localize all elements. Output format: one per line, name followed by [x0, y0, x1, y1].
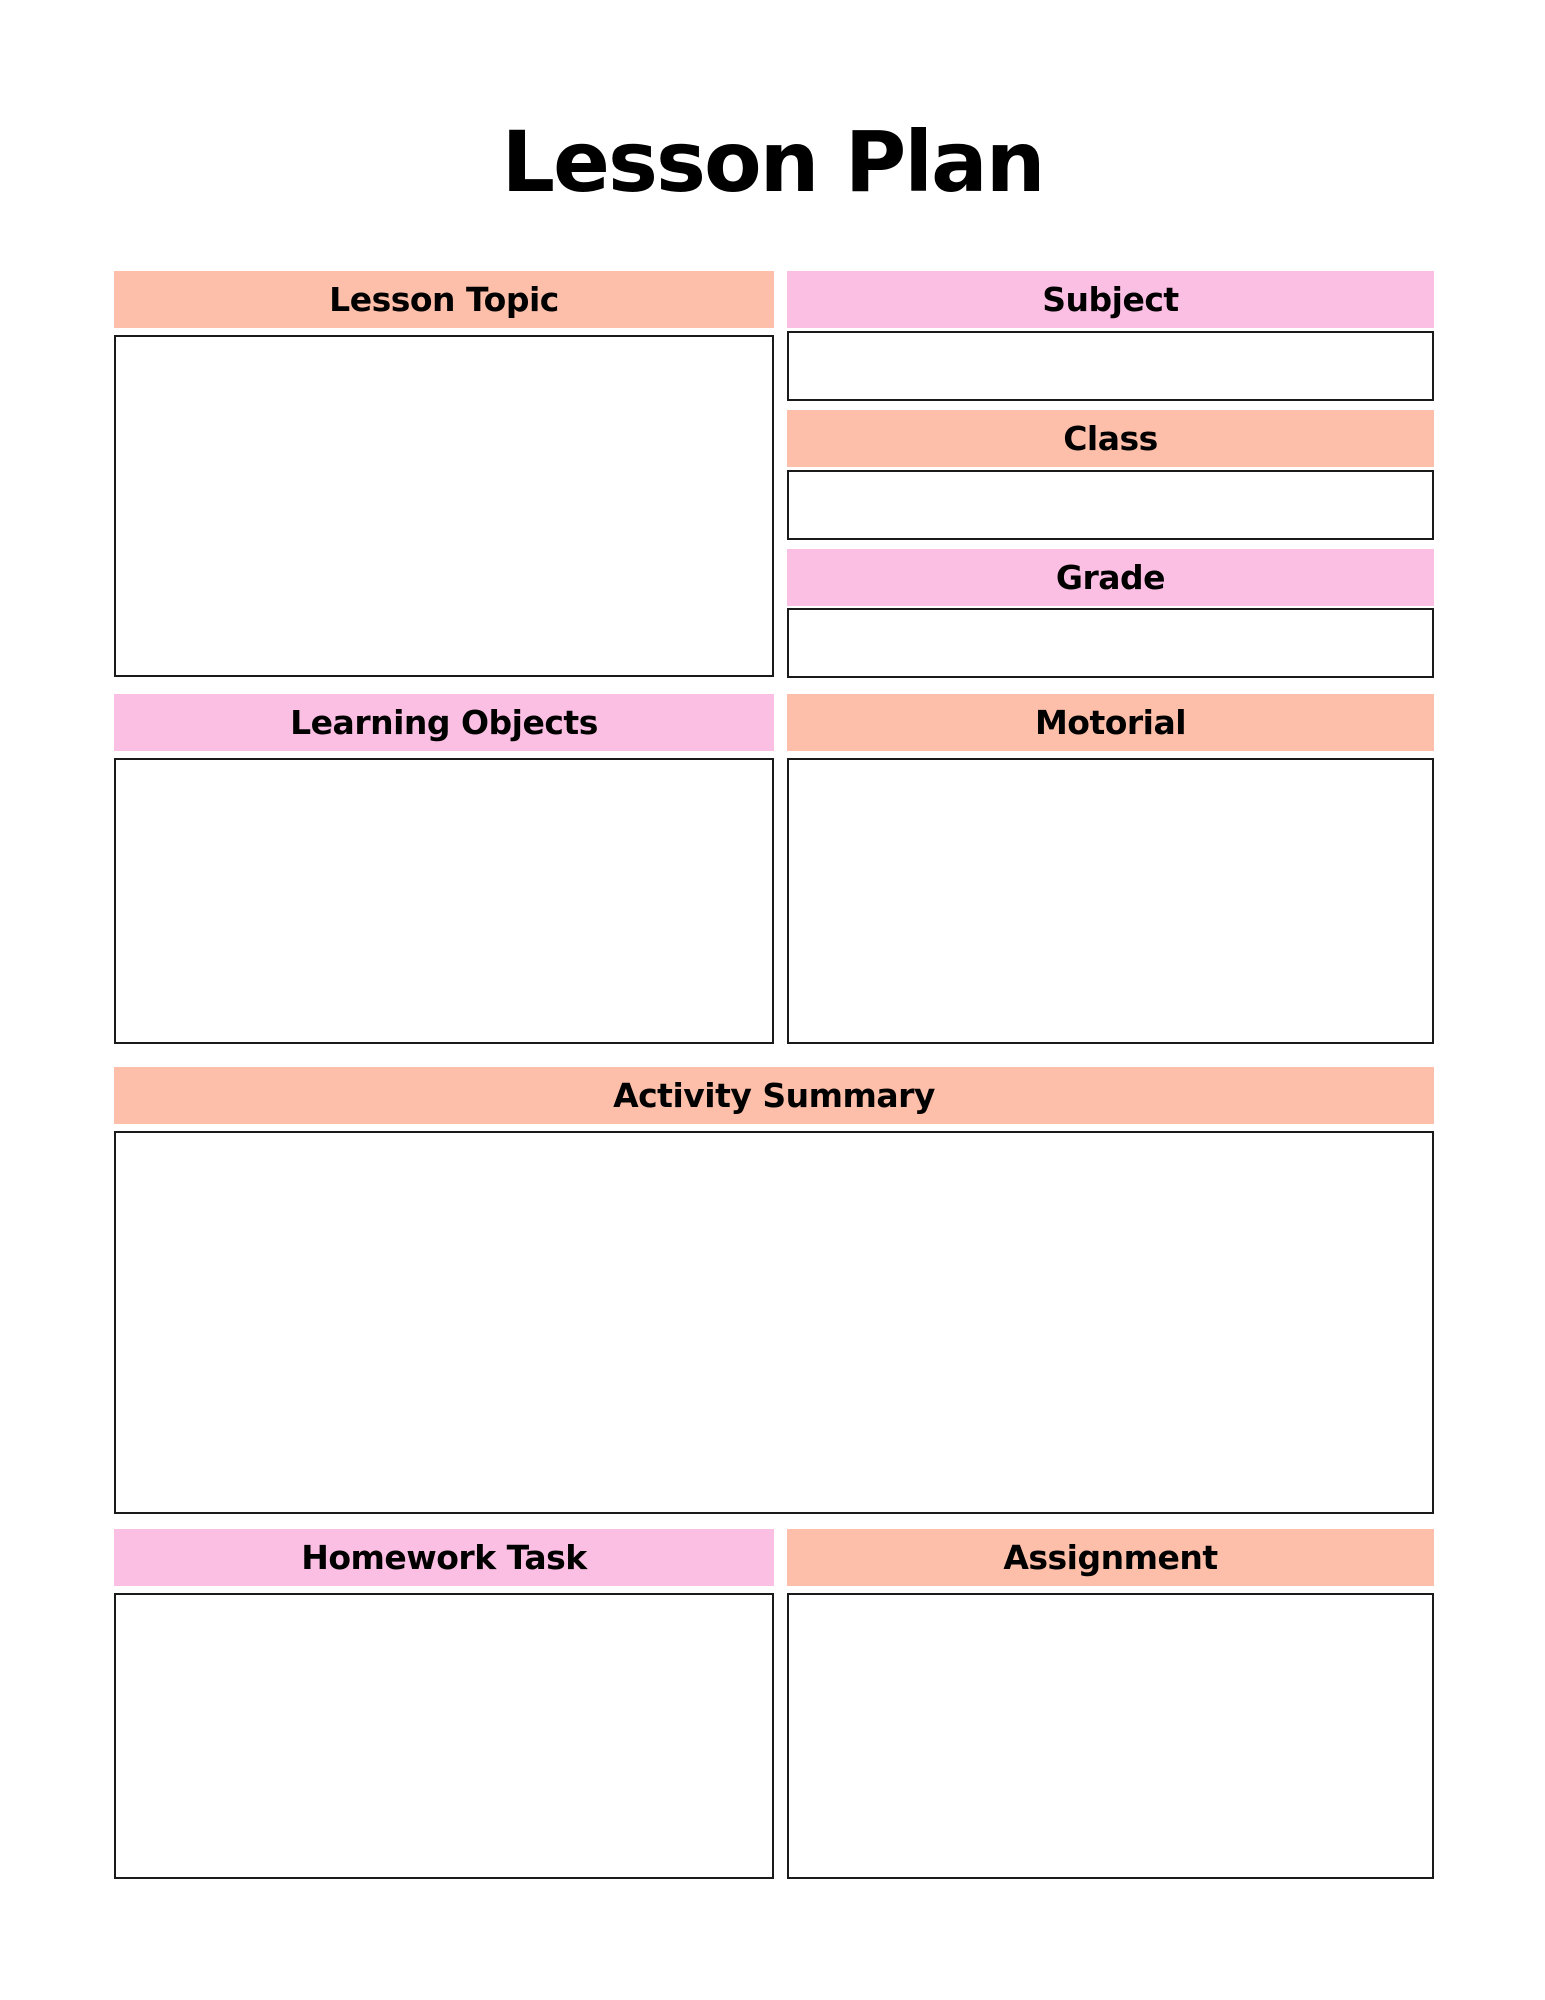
lesson-topic-field[interactable] — [114, 335, 774, 677]
learning-objects-header: Learning Objects — [114, 694, 774, 751]
class-field[interactable] — [787, 470, 1434, 540]
motorial-field[interactable] — [787, 758, 1434, 1044]
activity-summary-header: Activity Summary — [114, 1067, 1434, 1124]
homework-task-header: Homework Task — [114, 1529, 774, 1586]
lesson-topic-header: Lesson Topic — [114, 271, 774, 328]
assignment-field[interactable] — [787, 1593, 1434, 1879]
grade-field[interactable] — [787, 608, 1434, 678]
class-header: Class — [787, 410, 1434, 467]
subject-field[interactable] — [787, 331, 1434, 401]
assignment-header: Assignment — [787, 1529, 1434, 1586]
motorial-header: Motorial — [787, 694, 1434, 751]
page-title: Lesson Plan — [501, 113, 1044, 211]
subject-header: Subject — [787, 271, 1434, 328]
homework-task-field[interactable] — [114, 1593, 774, 1879]
grade-header: Grade — [787, 549, 1434, 606]
activity-summary-field[interactable] — [114, 1131, 1434, 1514]
learning-objects-field[interactable] — [114, 758, 774, 1044]
